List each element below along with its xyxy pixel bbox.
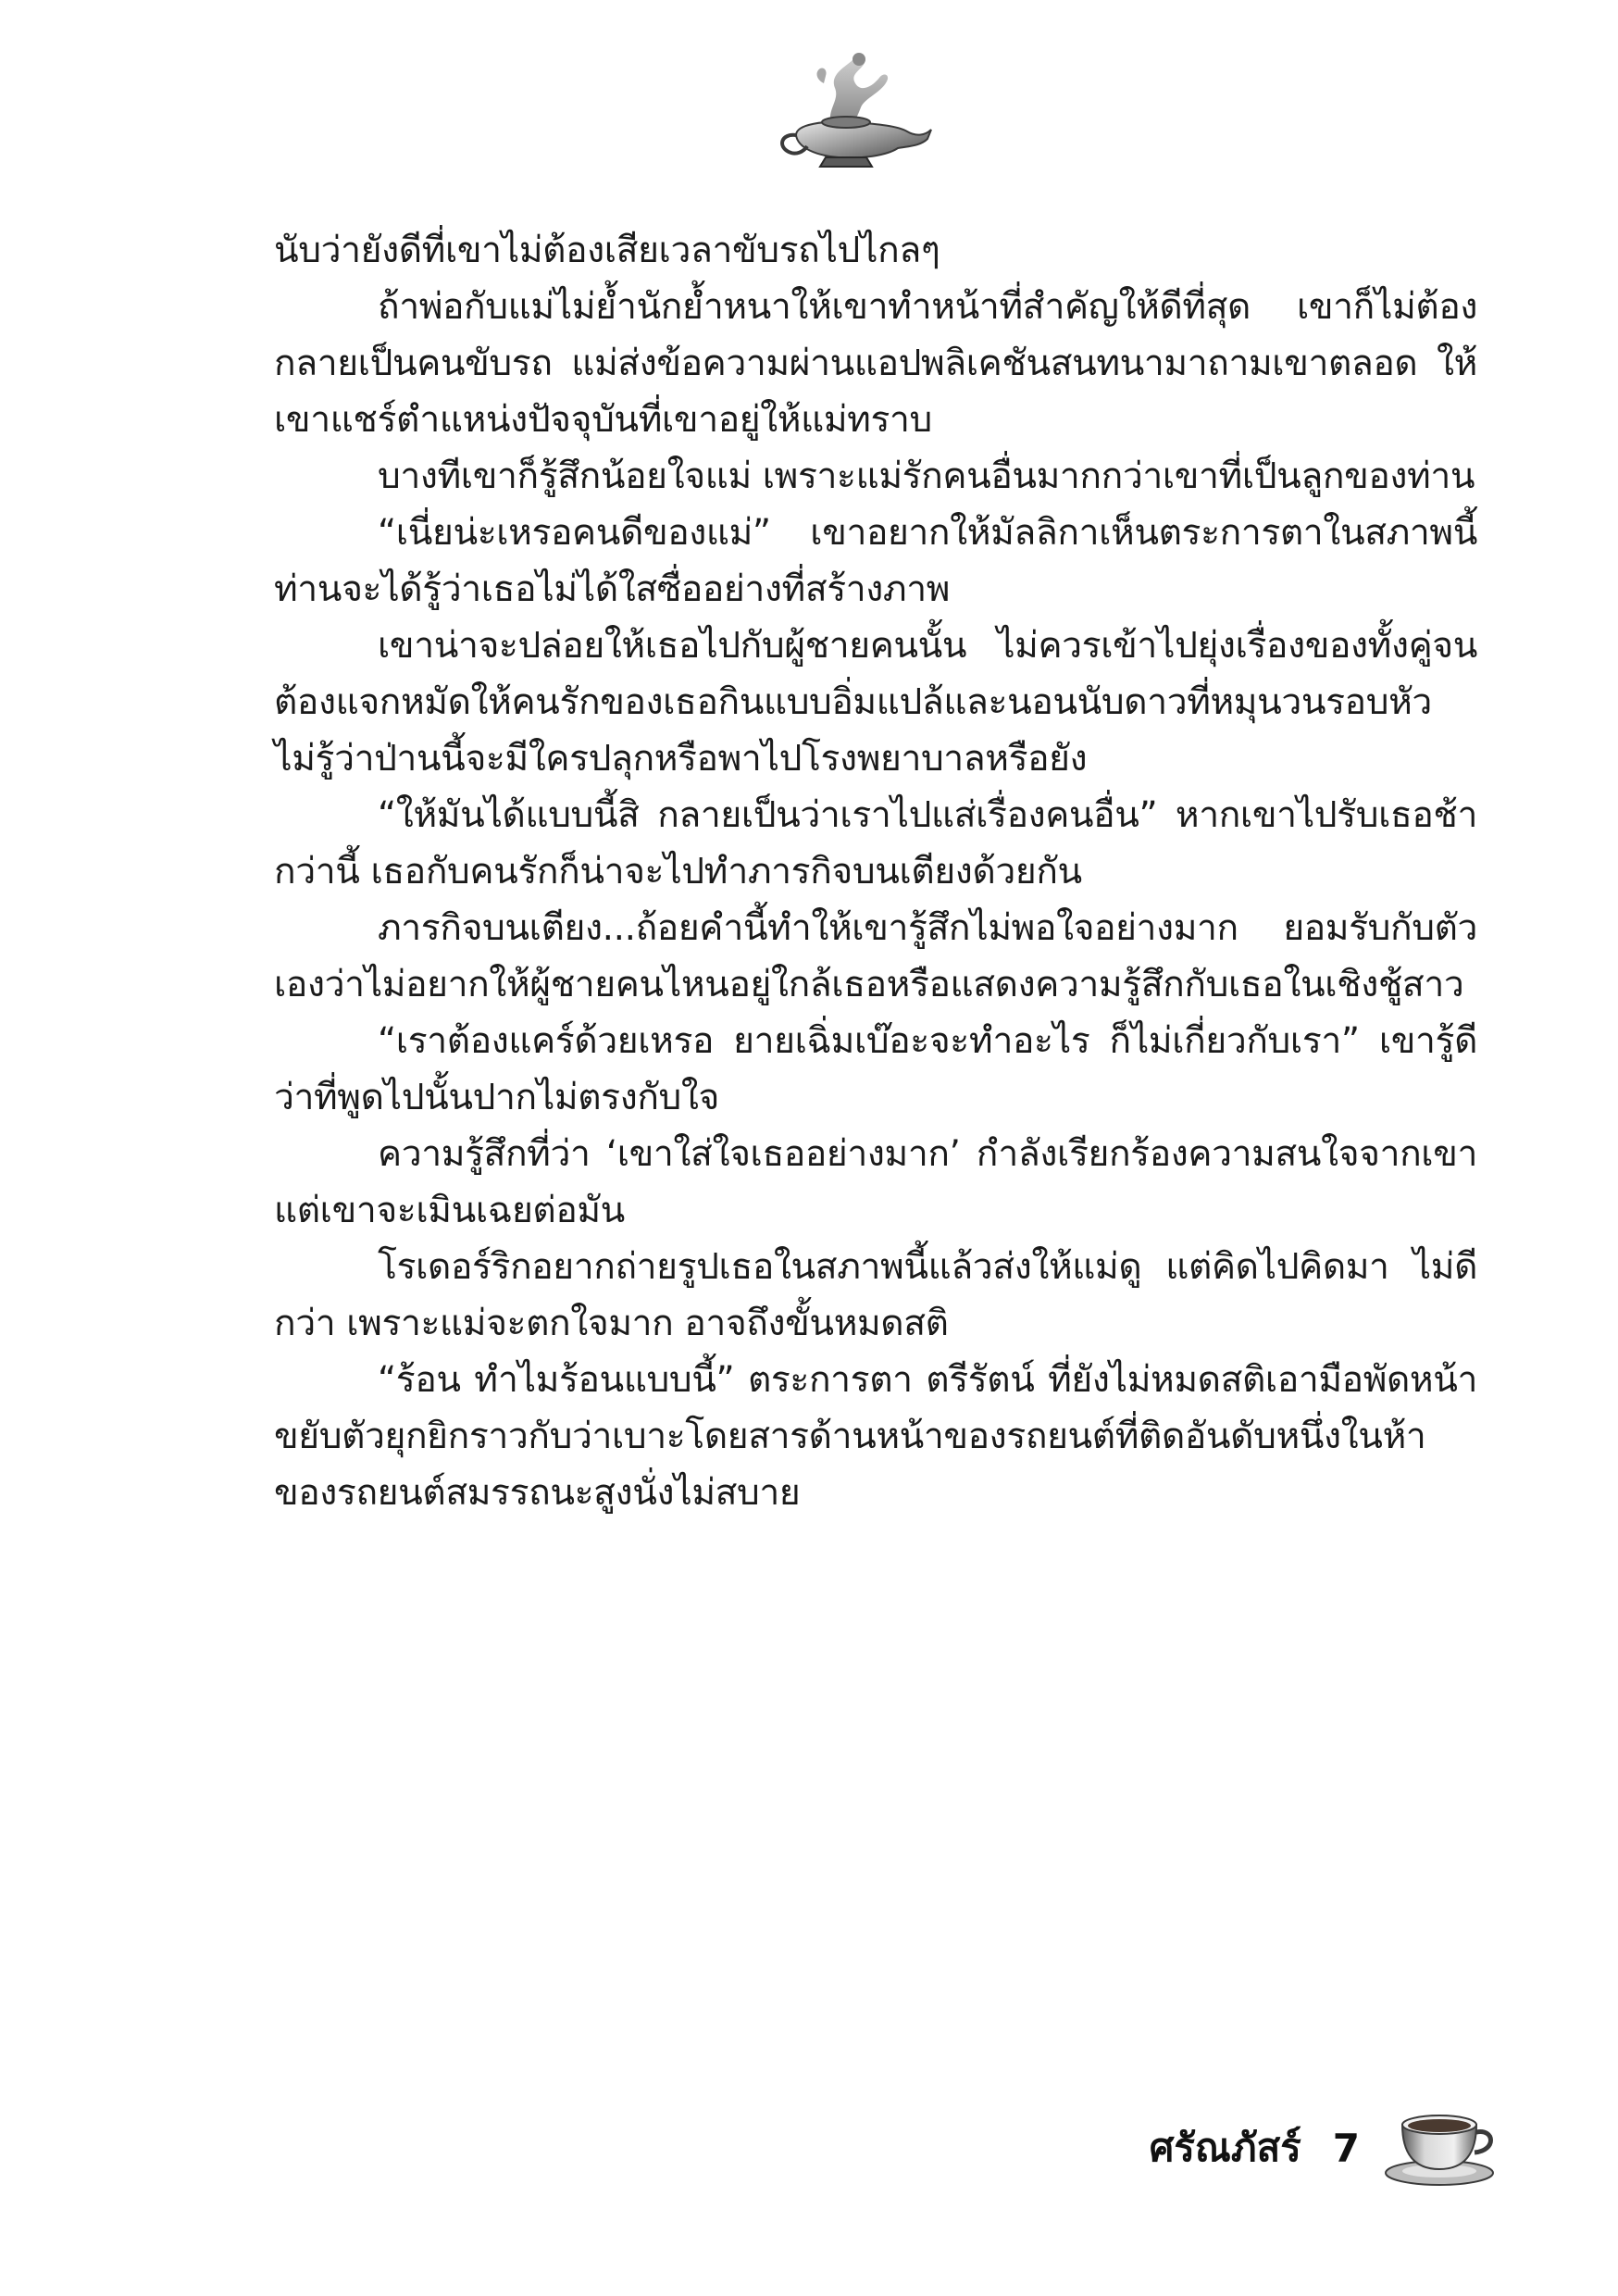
body-text	[274, 222, 1477, 2120]
paragraph: ภารกิจบนเตียง...ถ้อยคำนี้ทำให้เขารู้สึกไม่พอใจอย่างมาก ยอมรับกับตัวเองว่าไม่อยากให้ผู้ชายคนไหนอยู่ใกล้เธอหรือแสดงความรู้สึกกับเธอในเชิงชู้สาว	[274, 907, 1477, 1005]
page-number: 7	[1332, 2125, 1360, 2171]
page-footer	[1150, 2102, 1502, 2194]
genie-lamp-icon	[768, 46, 935, 171]
paragraph: “ร้อน ทำไมร้อนแบบนี้” ตระการตา ตรีรัตน์ ที่ยังไม่หมดสติเอามือพัดหน้า ขยับตัวยุกยิกราวกับว่าเบาะโดยสารด้านหน้าของรถยนต์ที่ติดอันดับหนึ่งในห้าของรถยนต์สมรรถนะสูงนั่งไม่สบาย	[274, 1359, 1477, 1514]
paragraph: “เนี่ยน่ะเหรอคนดีของแม่” เขาอยากให้มัลลิกาเห็นตระการตาในสภาพนี้ ท่านจะได้รู้ว่าเธอไม่ได้ใสซื่ออย่างที่สร้างภาพ	[274, 512, 1477, 610]
paragraph: บางทีเขาก็รู้สึกน้อยใจแม่ เพราะแม่รักคนอื่นมากกว่าเขาที่เป็นลูกของท่าน	[378, 455, 1475, 497]
paragraph: “เราต้องแคร์ด้วยเหรอ ยายเฉิ่มเบ๊อะจะทำอะไร ก็ไม่เกี่ยวกับเรา” เขารู้ดีว่าที่พูดไปนั้นปากไม่ตรงกับใจ	[274, 1020, 1477, 1118]
coffee-cup-icon	[1382, 2106, 1502, 2190]
paragraph: “ให้มันได้แบบนี้สิ กลายเป็นว่าเราไปแส่เรื่องคนอื่น” หากเขาไปรับเธอช้ากว่านี้ เธอกับคนรักก็น่าจะไปทำภารกิจบนเตียงด้วยกัน	[274, 794, 1477, 892]
paragraph: ความรู้สึกที่ว่า ‘เขาใส่ใจเธออย่างมาก’ กำลังเรียกร้องความสนใจจากเขา แต่เขาจะเมินเฉยต่อมัน	[274, 1133, 1477, 1231]
author-name: ศรัณภัสร์	[1149, 2125, 1301, 2170]
paragraph: ถ้าพ่อกับแม่ไม่ย้ำนักย้ำหนาให้เขาทำหน้าที่สำคัญให้ดีที่สุด เขาก็ไม่ต้องกลายเป็นคนขับรถ แม่ส่งข้อความผ่านแอปพลิเคชันสนทนามาถามเขาตลอด ให้เขาแชร์ตำแหน่งปัจจุบันที่เขาอยู่ให้แม่ทราบ	[274, 286, 1477, 441]
paragraph: เขาน่าจะปล่อยให้เธอไปกับผู้ชายคนนั้น ไม่ควรเข้าไปยุ่งเรื่องของทั้งคู่จนต้องแจกหมัดให้คนรักของเธอกินแบบอิ่มแปล้และนอนนับดาวที่หมุนวนรอบหัว ไม่รู้ว่าป่านนี้จะมีใครปลุกหรือพาไปโรงพยาบาลหรือยัง	[274, 625, 1477, 780]
paragraph: นับว่ายังดีที่เขาไม่ต้องเสียเวลาขับรถไปไกลๆ	[274, 230, 940, 271]
paragraph: โรเดอร์ริกอยากถ่ายรูปเธอในสภาพนี้แล้วส่งให้แม่ดู แต่คิดไปคิดมา ไม่ดีกว่า เพราะแม่จะตกใจมาก อาจถึงขั้นหมดสติ	[274, 1246, 1477, 1344]
